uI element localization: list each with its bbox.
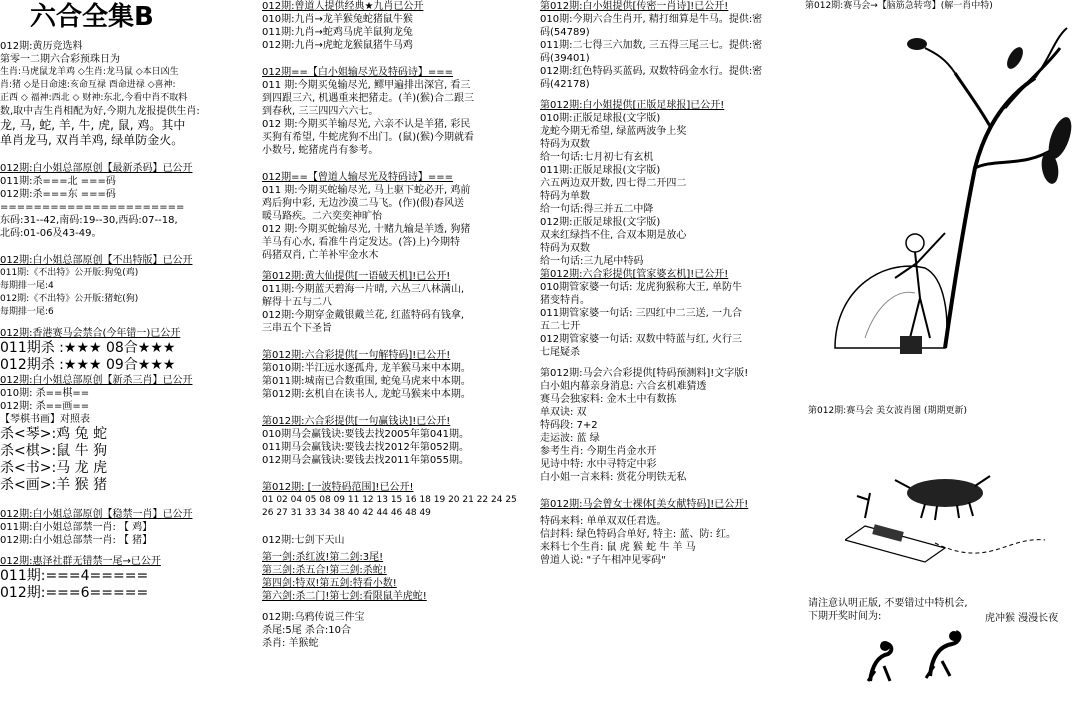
text-line: 第011期:城南已合数重围, 蛇兔马虎来中本期。 bbox=[262, 376, 471, 387]
section-ban-tail-heading: 012期:惠泽社群无错禁一尾→已公开 bbox=[0, 556, 161, 567]
text-line: 每期排一尾:4 bbox=[0, 281, 54, 291]
notice-line-3: 虎冲猴 漫漫长夜 bbox=[985, 613, 1059, 624]
text-line: 码(39401) bbox=[540, 53, 590, 64]
text-line: 白小姐内幕亲身消息: 六合玄机难猜透 bbox=[540, 381, 707, 392]
section-housekeeper-heading: 第012期:六合彩提供[管家婆玄机]!已公开! bbox=[540, 269, 729, 280]
section-almanac bbox=[0, 53, 255, 148]
text-line: 信封料: 绿色特码合单好, 特主: 蓝、防: 红。 bbox=[540, 529, 737, 540]
text-line: 012期:《不出特》公开版:猪蛇(狗) bbox=[0, 294, 139, 304]
text-line: 给一句话:得三并五二中降 bbox=[540, 204, 654, 215]
table-row: 杀<琴>:鸡 兔 蛇 bbox=[0, 426, 108, 442]
section-prediction-heading: 第012期:马会六合彩提供[特码预测料]!文字版! bbox=[540, 368, 749, 379]
text-line: 杀尾:5尾 杀合:10合 bbox=[262, 625, 352, 636]
text-line: 龙蛇今期无希望, 绿蓝两波争上奖 bbox=[540, 126, 687, 137]
text-line: 第012期:玄机自在读书人, 龙蛇马猴来中本期。 bbox=[262, 389, 471, 400]
text-line: 杀肖: 羊猴蛇 bbox=[262, 638, 319, 649]
section-seven-swords-heading: 012期:七剑下天山 bbox=[262, 535, 345, 546]
notice-line-1: 请注意认明正版, 不要错过中特机会, bbox=[808, 598, 968, 609]
text-line: 011 期:今期买兔输尽光, 鳏甲遍排出深宫, 看三 bbox=[262, 80, 471, 91]
section-ban-zodiac-heading: 012期:白小姐总部原创【稳禁一肖】已公开 bbox=[0, 509, 193, 520]
text-line: 单双诀: 双 bbox=[540, 407, 587, 418]
text-line: 第四剑:特双!第五剑:特看小数! bbox=[262, 578, 397, 589]
text-line: 七尾疑杀 bbox=[540, 347, 580, 358]
text-line: 012期:白小姐总部禁一肖: 【 猪】 bbox=[0, 535, 153, 546]
section-football-heading: 第012期:白小姐提供[正版足球报]已公开! bbox=[540, 100, 725, 111]
text-line: 生肖:马虎鼠龙羊鸡 ◇生肖:龙马鼠 ◇本日凶生 bbox=[0, 67, 179, 77]
text-line: 第六剑:杀二门!第七剑:看限鼠羊虎蛇! bbox=[262, 591, 427, 602]
section-huang-heading: 第012期:黄大仙提供[一语破天机]!已公开! bbox=[262, 271, 451, 282]
text-line: 给一句话:三九尾中特码 bbox=[540, 256, 644, 267]
text-line: 011期:白小姐总部禁一肖: 【 鸡】 bbox=[0, 522, 153, 533]
text-line: 010期管家婆一句话: 龙虎狗猴称大王, 单防牛 bbox=[540, 282, 742, 293]
text-line: 特码为双数 bbox=[540, 139, 590, 150]
text-line: 第010期:半江远水逐孤舟, 龙羊猴马来中本期。 bbox=[262, 363, 471, 374]
section-kill-three-heading: 012期:白小姐总部原创【新杀三肖】已公开 bbox=[0, 375, 193, 386]
text-line: 011期:二七得三六加数, 三五得三尾三七。提供:密 bbox=[540, 40, 763, 51]
number-row: 01 02 04 05 08 09 11 12 13 15 16 18 19 20 21 22 24 25 bbox=[262, 495, 517, 505]
text-line: 012期:===6===== bbox=[0, 585, 149, 601]
text-line: 码猪双肖, 亡羊补牢金水木 bbox=[262, 250, 379, 261]
section-one-line-heading: 第012期:六合彩提供[一句解特码]!已公开! bbox=[262, 350, 451, 361]
text-line: 012期马会赢钱诀:要钱去找2011年第055期。 bbox=[262, 455, 469, 466]
text-line: 特码段: 7+2 bbox=[540, 420, 598, 431]
text-line: 010期马会赢钱诀:要钱去找2005年第041期。 bbox=[262, 429, 469, 440]
text-line: 见诗中特: 水中寻特定中彩 bbox=[540, 459, 657, 470]
text-line: 011期:正版足球报(文字版) bbox=[540, 165, 661, 176]
section-crow-heading: 012期:乌鸦传说三件宝 bbox=[262, 612, 365, 623]
text-line: 011期:《不出特》公开版:狗兔(鸡) bbox=[0, 268, 139, 278]
section-zeng-poem-heading: 012期==【曾道人输尽光及特码诗】=== bbox=[262, 172, 453, 183]
section-no-special-heading: 012期:白小姐总部原创【不出特版】已公开 bbox=[0, 255, 193, 266]
text-line: 参考生肖: 今期生肖金水开 bbox=[540, 446, 657, 457]
section-secret-poem-heading: 第012期:白小姐提供[传密一肖诗]!已公开! bbox=[540, 1, 729, 12]
text-line: 011期杀 :★★★ 08合★★★ bbox=[0, 340, 176, 356]
text-line: 北码:01-06及43-49。 bbox=[0, 228, 102, 239]
section-win-money-heading: 第012期:六合彩提供[一句赢钱诀]!已公开! bbox=[262, 416, 451, 427]
column-1 bbox=[0, 0, 255, 724]
text-line: 数,取中吉生肖相配为好,今期九龙报提供生肖: bbox=[0, 106, 200, 117]
section-wave-range-heading: 第012期: [一波特码范围]!已公开! bbox=[262, 482, 414, 493]
table-row: 杀<画>:羊 猴 猪 bbox=[0, 477, 108, 493]
section-bai-poem-heading: 012期==【白小姐输尽光及特码诗】=== bbox=[262, 67, 453, 78]
text-line: 到春秋, 三三四四六六七。 bbox=[262, 106, 379, 117]
section-beauty-heading: 第012期:马会曾女士裸体[美女献特码]!已公开! bbox=[540, 499, 749, 510]
section-almanac-heading: 012期:黄历竞选料 bbox=[0, 41, 83, 52]
section-kill-code-heading: 012期:白小姐总部原创【最新杀码】已公开 bbox=[0, 163, 193, 174]
text-line: 曾道人说: "子午相冲见零码" bbox=[540, 555, 666, 566]
text-line: 011期:九肖→蛇鸡马虎羊鼠狗龙兔 bbox=[262, 27, 413, 38]
text-line: 第一剑:杀红波!第二剑:3尾! bbox=[262, 552, 384, 563]
text-line: 每期排一尾:6 bbox=[0, 307, 54, 317]
text-line: 羊马有心水, 看准牛肖定发达。(答)上)今期特 bbox=[262, 237, 461, 248]
text-line: 012 期:今期买羊输尽光, 六亲不认是羊猪, 彩民 bbox=[262, 119, 471, 130]
text-line: 特码来料: 单单双双任君选。 bbox=[540, 516, 667, 527]
text-line: 鸡后狗中彩, 无边沙漠二马飞。(作)(假)春风送 bbox=[262, 198, 464, 209]
text-line: 给一句话:七月初七有玄机 bbox=[540, 152, 654, 163]
text-line: 011期:今期蓝天碧海一片晴, 六丛三八林满山, bbox=[262, 284, 464, 295]
text-line: 012期:正版足球报(文字版) bbox=[540, 217, 661, 228]
table-row: 杀<棋>:鼠 牛 狗 bbox=[0, 443, 108, 459]
text-line: 东码:31--42,南码:19--30,西码:07--18, bbox=[0, 215, 178, 226]
text-line: 012期:杀===东 ===码 bbox=[0, 189, 116, 200]
text-line: 012期杀 :★★★ 09合★★★ bbox=[0, 357, 176, 373]
text-line: 010期:九肖→龙羊猴兔蛇猪鼠牛猴 bbox=[262, 14, 413, 25]
text-line: 012期管家婆一句话: 双数中特蓝与红, 火行三 bbox=[540, 334, 742, 345]
text-line: 特码为双数 bbox=[540, 243, 590, 254]
text-line: 第零一二期六合彩预珠日为 bbox=[0, 54, 120, 65]
text-line: 码(42178) bbox=[540, 79, 590, 90]
text-line: 到四跟三六, 机遇重来把猪走。(羊)(猴)合二跟三 bbox=[262, 93, 474, 104]
text-line: 第三剑:杀五合!第三剑:杀蛇! bbox=[262, 565, 387, 576]
text-line: 买狗有希望, 牛蛇虎狗不出门。(鼠)(猴)今期就看 bbox=[262, 132, 474, 143]
text-line: 白小姐一言来料: 赏花分明铁无私 bbox=[540, 472, 687, 483]
divider-line: ====================== bbox=[0, 202, 185, 213]
text-line: 三串五个下圣旨 bbox=[262, 323, 332, 334]
text-line: 六五两边双开数, 四七得二开四二 bbox=[540, 178, 687, 189]
text-line: 龙, 马, 蛇, 羊, 牛, 虎, 鼠, 鸡。其中 bbox=[0, 118, 186, 132]
notice-line-2: 下期开奖时间为: bbox=[808, 611, 882, 622]
text-line: 赛马会独家料: 金木土中有数拣 bbox=[540, 394, 677, 405]
text-line: 011 期:今期买蛇输尽光, 马上驱下蛇必开, 鸡前 bbox=[262, 185, 471, 196]
text-line: 011期马会赢钱诀:要钱去找2012年第052期。 bbox=[262, 442, 469, 453]
tiger-monkey-illustration bbox=[860, 626, 970, 686]
text-line: 单肖龙马, 双肖羊鸡, 绿单防金火。 bbox=[0, 133, 184, 147]
text-line: 码(54789) bbox=[540, 27, 590, 38]
brain-teaser-illustration bbox=[805, 18, 1075, 358]
column-3 bbox=[540, 0, 798, 724]
text-line: 解得十五与二八 bbox=[262, 297, 332, 308]
section-beauty-wave-heading: 第012期:赛马会 美女波肖图 (期期更新) bbox=[808, 406, 967, 416]
text-line: 暖马路疾。二六奕奕神旷怡 bbox=[262, 211, 382, 222]
section-hk-race-heading: 012期:香港赛马会禁合(今年错一)已公开 bbox=[0, 328, 181, 339]
text-line: 011期:杀===北 ===码 bbox=[0, 176, 116, 187]
text-line: 肖:猪 ◇是日命速:亥命互禄 酉命进禄 ◇喜神: bbox=[0, 80, 176, 90]
section-brain-teaser-heading: 第012期:赛马会→【脑筋急转弯】(解一肖中特) bbox=[805, 1, 993, 11]
text-line: 010期:正版足球报(文字版) bbox=[540, 113, 661, 124]
text-line: 012期: 杀==画== bbox=[0, 401, 90, 412]
text-line: 010期: 杀==棋== bbox=[0, 388, 90, 399]
text-line: 五二七开 bbox=[540, 321, 580, 332]
text-line: 双来红绿挡不住, 合双本期是放心 bbox=[540, 230, 687, 241]
text-line: 010期:今期六合生肖开, 精打细算是牛马。提供:密 bbox=[540, 14, 763, 25]
section-nine-zodiac-heading: 012期:曾道人提供经典★九肖已公开 bbox=[262, 1, 424, 12]
text-line: 012期:红色特码买蓝码, 双数特码金水行。提供:密 bbox=[540, 66, 763, 77]
page-title: 六合全集B bbox=[30, 2, 154, 32]
table-row: 杀<书>:马 龙 虎 bbox=[0, 460, 108, 476]
text-line: 猪变特肖。 bbox=[540, 295, 590, 306]
column-4 bbox=[805, 0, 1080, 724]
text-line: 011期管家婆一句话: 三四红中二三送, 一九合 bbox=[540, 308, 742, 319]
text-line: 012期:今期穿金戴银戴兰花, 红蓝特码有钱拿, bbox=[262, 310, 464, 321]
text-line: 012 期:今期买蛇输尽光, 十赌九输是羊透, 狗猪 bbox=[262, 224, 471, 235]
text-line: 小数号, 蛇猪虎肖有参考。 bbox=[262, 145, 379, 156]
pig-illustration bbox=[845, 458, 1080, 588]
text-line: 特码为单数 bbox=[540, 191, 590, 202]
text-line: 011期:===4===== bbox=[0, 568, 149, 584]
table-heading: 【琴棋书画】对照表 bbox=[0, 414, 90, 425]
text-line: 来料七个生肖: 鼠 虎 猴 蛇 牛 羊 马 bbox=[540, 542, 696, 553]
text-line: 012期:九肖→虎蛇龙猴鼠猪牛马鸡 bbox=[262, 40, 413, 51]
number-row: 26 27 31 33 34 38 40 42 44 46 48 49 bbox=[262, 508, 431, 518]
column-2 bbox=[262, 0, 537, 724]
text-line: 走运波: 蓝 绿 bbox=[540, 433, 600, 444]
text-line: 正西 ◇ 福神:西北 ◇ 财神:东北,今看中肖不取料 bbox=[0, 93, 188, 103]
